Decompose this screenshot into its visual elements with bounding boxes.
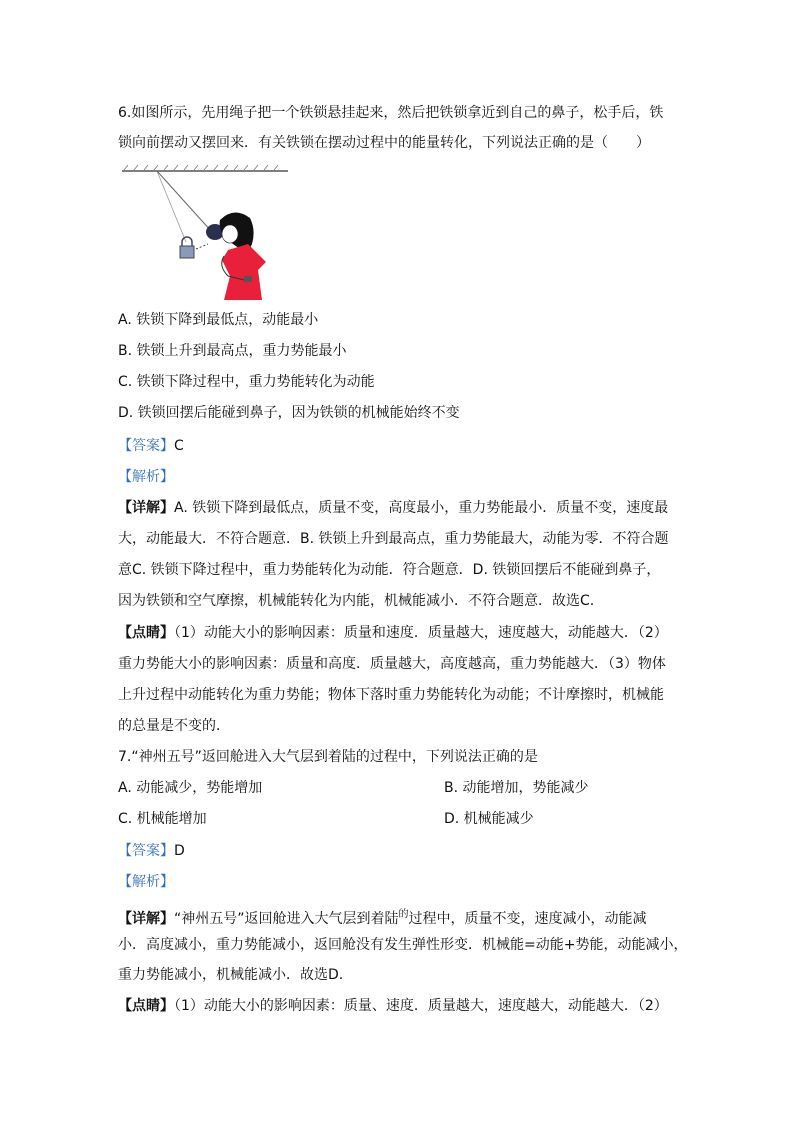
detail-label: 【详解】: [118, 500, 174, 516]
q6-tip-line-1: [118, 623, 668, 643]
q6-tip-line-4: 的总量是不变的．: [118, 718, 230, 734]
q6-answer: [118, 436, 184, 456]
lock-icon: [180, 246, 194, 258]
q7-option-b: B. 动能增加，势能减少: [444, 780, 589, 796]
answer-value: C: [174, 438, 184, 454]
q7-stem: 7.“神州五号”返回舱进入大气层到着陆的过程中，下列说法正确的是: [118, 749, 538, 765]
q7-detail-line-1: [118, 905, 647, 929]
answer-label: 【答案】: [118, 843, 174, 859]
tip-text: （1）动能大小的影响因素：质量和速度．质量越大，速度越大，动能越大．（2）: [174, 625, 668, 641]
q6-option-b: B. 铁锁上升到最高点，重力势能最小: [118, 343, 347, 359]
q7-analysis-label: 【解析】: [118, 874, 174, 890]
q7-detail-line-2: 小．高度减小，重力势能减小，返回舱没有发生弹性形变．机械能=动能+势能，动能减小，: [118, 937, 688, 953]
q7-tip-line-1: [118, 996, 668, 1016]
q7-option-d: D. 机械能减少: [444, 811, 534, 827]
q6-analysis-label: 【解析】: [118, 469, 174, 485]
q6-detail-line-4: 因为铁锁和空气摩擦，机械能转化为内能，机械能减小．不符合题意．故选C.: [118, 593, 595, 609]
q7-answer: [118, 841, 185, 861]
tip-text: （1）动能大小的影响因素：质量、速度．质量越大，速度越大，动能越大．（2）: [174, 998, 668, 1014]
detail-text: A. 铁锁下降到最低点，质量不变，高度最小，重力势能最小．质量不变，速度最: [174, 500, 669, 516]
q6-option-c: C. 铁锁下降过程中，重力势能转化为动能: [118, 374, 375, 390]
q6-option-d: D. 铁锁回摆后能碰到鼻子，因为铁锁的机械能始终不变: [118, 405, 460, 421]
detail-superscript: 的: [398, 909, 409, 920]
q6-detail-line-3: 意C. 铁锁下降过程中，重力势能转化为动能．符合题意．D. 铁锁回摆后不能碰到鼻子，: [118, 562, 661, 578]
q6-tip-line-3: 上升过程中动能转化为重力势能；物体下落时重力势能转化为动能；不计摩擦时，机械能: [118, 687, 664, 703]
tip-label: 【点睛】: [118, 998, 174, 1014]
detail-text: 过程中，质量不变，速度减小，动能减: [408, 911, 647, 927]
q7-detail-line-3: 重力势能减小，机械能减小．故选D.: [118, 967, 344, 983]
q6-stem-line-2: 锁向前摆动又摆回来．有关铁锁在摆动过程中的能量转化，下列说法正确的是（ ）: [118, 135, 650, 151]
q7-option-c: C. 机械能增加: [118, 811, 207, 827]
pendulum-lock-figure: [120, 164, 290, 300]
answer-value: D: [174, 843, 185, 859]
tip-label: 【点睛】: [118, 625, 174, 641]
detail-label: 【详解】: [118, 911, 174, 927]
q6-tip-line-2: 重力势能大小的影响因素：质量和高度．质量越大，高度越高，重力势能越大．（3）物体: [118, 656, 666, 672]
q6-detail-line-2: 大，动能最大．不符合题意．B. 铁锁上升到最高点，重力势能最大，动能为零．不符合题: [118, 531, 669, 547]
answer-label: 【答案】: [118, 438, 174, 454]
q6-option-a: A. 铁锁下降到最低点，动能最小: [118, 312, 319, 328]
q7-option-a: A. 动能减少，势能增加: [118, 780, 263, 796]
girl-figure: [222, 244, 266, 300]
q6-detail-line-1: [118, 498, 668, 518]
q6-stem-line-1: 6.如图所示，先用绳子把一个铁锁悬挂起来，然后把铁锁拿近到自己的鼻子，松手后，铁: [118, 105, 664, 121]
detail-text: “神州五号”返回舱进入大气层到着陆: [174, 911, 399, 927]
